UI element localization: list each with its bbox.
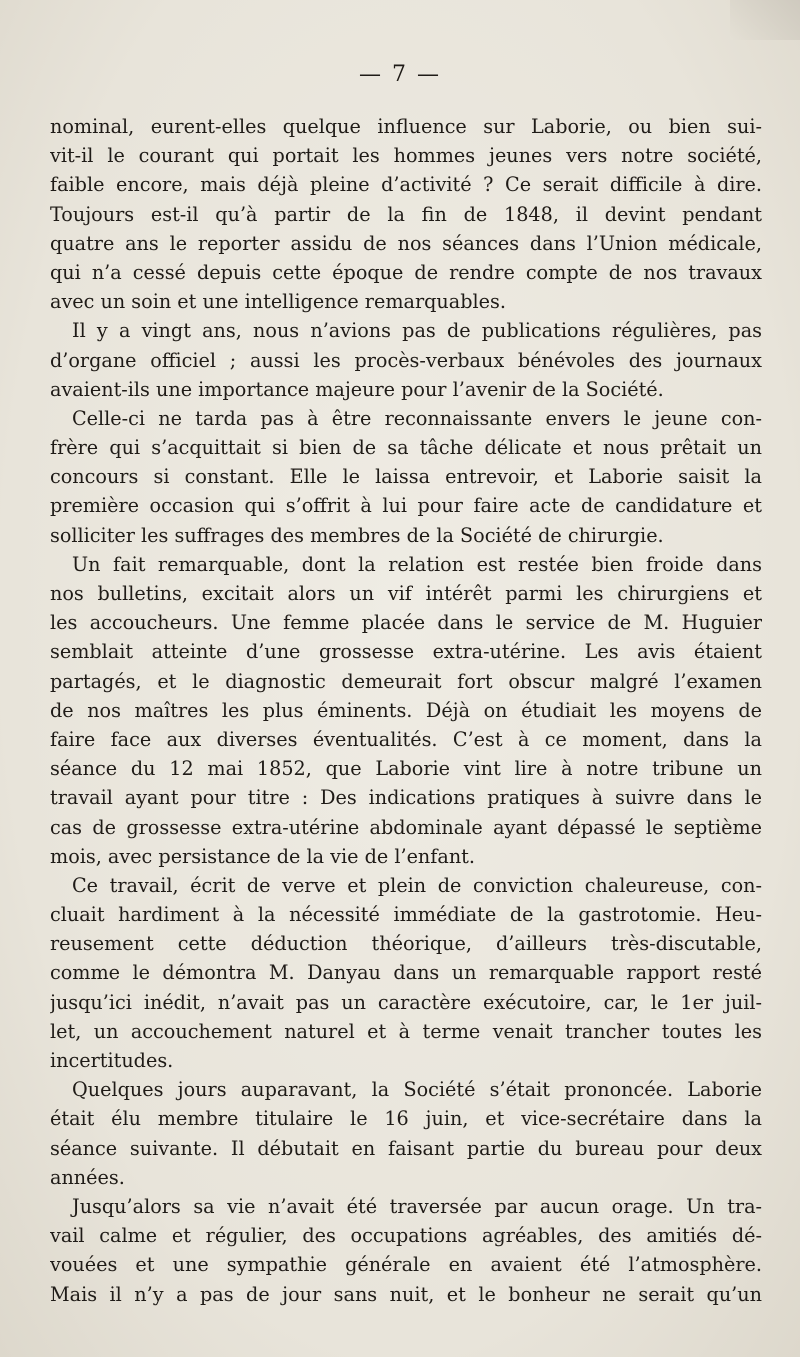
text-line: était élu membre titulaire le 16 juin, et vice-secrétaire dans la bbox=[50, 1107, 762, 1131]
text-line: vouées et une sympathie générale en avaient été l’atmosphère. bbox=[50, 1253, 762, 1277]
text-line: reusement cette déduction théorique, d’ailleurs très-discutable, bbox=[50, 932, 762, 956]
text-line: mois, avec persistance de la vie de l’enfant. bbox=[50, 844, 475, 868]
text-line: avec un soin et une intelligence remarquables. bbox=[50, 290, 506, 314]
text-line: cas de grossesse extra-utérine abdominale ayant dépassé le septième bbox=[50, 815, 762, 839]
text-line: Quelques jours auparavant, la Société s’était prononcée. Laborie bbox=[72, 1078, 762, 1102]
text-line: incertitudes. bbox=[50, 1049, 174, 1072]
text-line: de nos maîtres les plus éminents. Déjà on étudiait les moyens de bbox=[50, 698, 762, 722]
text-line: vail calme et régulier, des occupations agréables, des amitiés dé- bbox=[50, 1224, 762, 1248]
text-line: Il y a vingt ans, nous n’avions pas de publications régulières, pas bbox=[72, 319, 762, 343]
text-line: faible encore, mais déjà pleine d’activité ? Ce serait difficile à dire. bbox=[50, 173, 762, 197]
text-line: jusqu’ici inédit, n’avait pas un caractère exécutoire, car, le 1er juil- bbox=[50, 990, 762, 1014]
text-line: avaient-ils une importance majeure pour l’avenir de la Société. bbox=[50, 377, 664, 401]
page-corner-shadow bbox=[730, 0, 800, 40]
text-line: Mais il n’y a pas de jour sans nuit, et le bonheur ne serait qu’un bbox=[50, 1282, 762, 1306]
body-text bbox=[50, 112, 762, 1309]
text-line: Toujours est-il qu’à partir de la fin de 1848, il devint pendant bbox=[50, 202, 762, 226]
text-line: faire face aux diverses éventualités. C’est à ce moment, dans la bbox=[50, 727, 762, 751]
text-line: Ce travail, écrit de verve et plein de conviction chaleureuse, con- bbox=[72, 873, 762, 897]
text-line: les accoucheurs. Une femme placée dans le service de M. Huguier bbox=[50, 611, 762, 635]
text-line: let, un accouchement naturel et à terme venait trancher toutes les bbox=[50, 1019, 762, 1043]
text-line: première occasion qui s’offrit à lui pour faire acte de candidature et bbox=[50, 494, 762, 518]
text-line: vit-il le courant qui portait les hommes jeunes vers notre société, bbox=[50, 144, 762, 168]
text-line: nos bulletins, excitait alors un vif intérêt parmi les chirurgiens et bbox=[50, 582, 762, 605]
text-line: comme le démontra M. Danyau dans un remarquable rapport resté bbox=[50, 961, 762, 985]
text-line: frère qui s’acquittait si bien de sa tâche délicate et nous prêtait un bbox=[50, 436, 762, 460]
text-line: Celle-ci ne tarda pas à être reconnaissante envers le jeune con- bbox=[72, 406, 762, 430]
text-line: solliciter les suffrages des membres de la Société de chirurgie. bbox=[50, 523, 664, 547]
text-line: partagés, et le diagnostic demeurait fort obscur malgré l’examen bbox=[50, 669, 762, 693]
text-line: nominal, eurent-elles quelque influence sur Laborie, ou bien sui- bbox=[50, 115, 762, 138]
text-line: quatre ans le reporter assidu de nos séances dans l’Union médicale, bbox=[50, 231, 762, 255]
text-line: qui n’a cessé depuis cette époque de rendre compte de nos travaux bbox=[50, 260, 762, 284]
page-number: — 7 — bbox=[359, 62, 441, 87]
text-line: concours si constant. Elle le laissa entrevoir, et Laborie saisit la bbox=[50, 465, 762, 489]
text-line: séance du 12 mai 1852, que Laborie vint lire à notre tribune un bbox=[50, 757, 762, 781]
text-line: séance suivante. Il débutait en faisant partie du bureau pour deux bbox=[50, 1136, 762, 1160]
text-line: cluait hardiment à la nécessité immédiate de la gastrotomie. Heu- bbox=[50, 903, 762, 927]
text-line: années. bbox=[50, 1165, 125, 1189]
text-line: d’organe officiel ; aussi les procès-verbaux bénévoles des journaux bbox=[50, 348, 762, 372]
text-line: Jusqu’alors sa vie n’avait été traversée par aucun orage. Un tra- bbox=[72, 1194, 762, 1218]
text-line: semblait atteinte d’une grossesse extra-utérine. Les avis étaient bbox=[50, 640, 762, 664]
text-line: travail ayant pour titre : Des indications pratiques à suivre dans le bbox=[50, 786, 762, 810]
text-line: Un fait remarquable, dont la relation est restée bien froide dans bbox=[72, 552, 762, 576]
